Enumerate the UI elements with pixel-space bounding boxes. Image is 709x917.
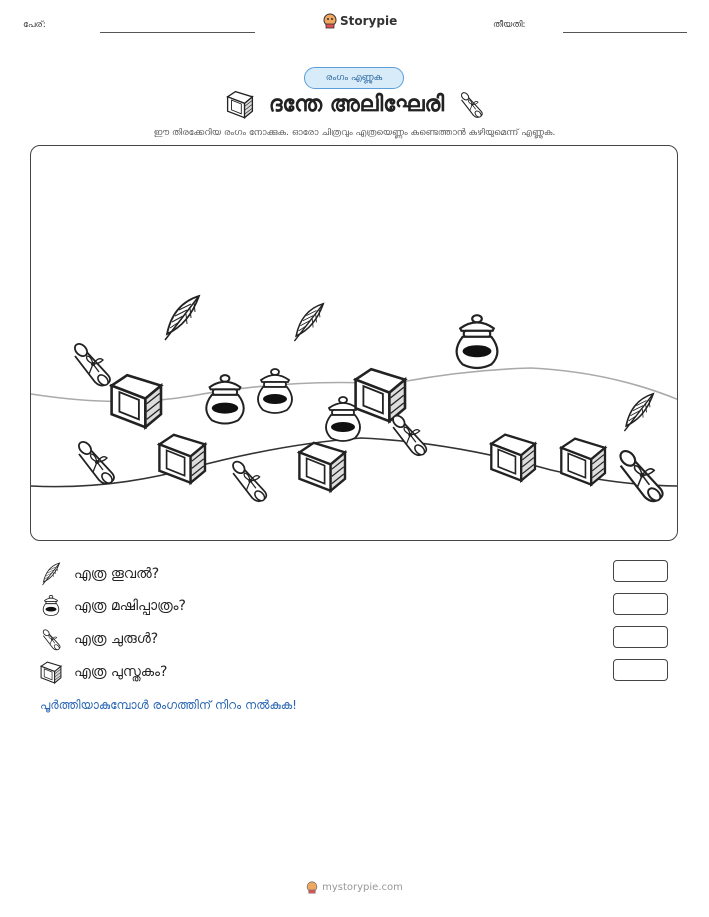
counting-scene [30,145,678,541]
book-4 [299,443,345,491]
scroll-4 [391,413,427,456]
ink-pot-1 [457,315,498,368]
book-icon [225,89,255,119]
site-footer [0,881,709,894]
ink-pot-icon [40,594,62,618]
brand-logo [323,13,397,29]
answer-box-book[interactable] [613,659,668,681]
date-field[interactable] [563,32,687,33]
scroll-icon [458,89,484,119]
question-text: എത്ര ചുരുൾ? [74,631,159,647]
answer-box-scroll[interactable] [613,626,668,648]
answer-box-quill[interactable] [613,560,668,582]
question-text: എത്ര പുസ്തകം? [74,664,168,680]
question-scroll [40,627,158,651]
scroll-1 [73,342,111,388]
instruction-text: ഈ തിരക്കേറിയ രംഗം നോക്കുക. ഓരോ ചിത്രവും എത്രയെണ്ണം കണ്ടെത്താൻ കഴിയുമെന്ന് എണ്ണുക. [153,128,556,138]
book-icon [40,660,62,684]
book-6 [561,439,605,485]
scroll-3 [231,459,267,502]
scroll-5 [618,448,663,503]
title-row [0,89,709,119]
quill-1 [165,296,199,340]
question-ink-pot [40,594,186,618]
book-5 [491,435,535,481]
book-2 [356,369,405,421]
site-url: mystorypie.com [322,882,403,893]
activity-badge: രംഗം എണ്ണുക [304,67,404,89]
ink-pot-3 [258,369,292,413]
quill-icon [40,562,62,586]
book-1 [112,375,161,427]
page-title: ദന്തേ അലിഘേരി [268,91,445,117]
question-text: എത്ര തൂവൽ? [74,566,160,582]
book-3 [159,435,205,483]
scroll-2 [77,440,115,486]
name-field[interactable] [100,32,255,33]
storypie-mascot-icon [323,13,337,29]
quill-2 [294,304,323,341]
brand-name: Storypie [340,14,398,28]
question-book [40,660,167,684]
answer-box-ink-pot[interactable] [613,593,668,615]
scroll-icon [40,627,62,651]
date-label: തീയതി: [493,20,526,30]
question-text: എത്ര മഷിപ്പാത്രം? [74,598,186,614]
ink-pot-2 [206,375,243,423]
quill-3 [624,394,653,431]
question-quill [40,562,159,586]
storypie-mascot-icon [306,881,318,894]
scene-illustration [31,146,678,541]
name-label: പേര്: [23,20,46,30]
color-instruction: പൂർത്തിയാകുമ്പോൾ രംഗത്തിന് നിറം നൽകുക! [40,698,297,712]
